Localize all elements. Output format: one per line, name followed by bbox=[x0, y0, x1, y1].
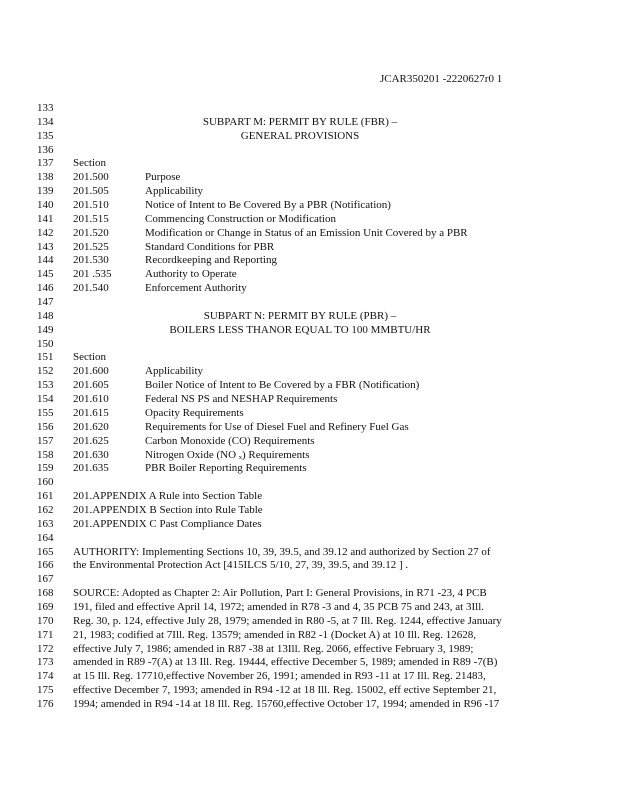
text-line: 201.APPENDIX B Section into Rule Table bbox=[73, 503, 263, 516]
line-number: 169 bbox=[37, 600, 54, 613]
line-number: 143 bbox=[37, 240, 54, 253]
line-number: 164 bbox=[37, 531, 54, 544]
line-number: 150 bbox=[37, 337, 54, 350]
text-line: 201.APPENDIX C Past Compliance Dates bbox=[73, 517, 262, 530]
section-title: Enforcement Authority bbox=[145, 282, 247, 295]
text-line: Reg. 30, p. 124, effective July 28, 1979; amended in R80 -5, at 7 Ill. Reg. 1244, effective January bbox=[73, 614, 502, 627]
text-line: Section bbox=[73, 351, 106, 364]
section-title: Nitrogen Oxide (NO ₓ) Requirements bbox=[145, 448, 310, 461]
document-line bbox=[0, 461, 618, 475]
page-header: JCAR350201 -2220627r0 1 bbox=[380, 73, 503, 85]
line-number: 145 bbox=[37, 268, 54, 281]
section-number: 201.505 bbox=[73, 185, 109, 198]
line-number: 162 bbox=[37, 503, 54, 516]
document-line bbox=[0, 669, 618, 683]
document-line bbox=[0, 309, 618, 323]
section-number: 201.630 bbox=[73, 448, 109, 461]
line-number: 134 bbox=[37, 115, 54, 128]
line-number: 142 bbox=[37, 226, 54, 239]
line-number: 149 bbox=[37, 323, 54, 336]
line-number: 170 bbox=[37, 614, 54, 627]
line-number: 137 bbox=[37, 157, 54, 170]
document-line bbox=[0, 614, 618, 628]
document-line bbox=[0, 475, 618, 489]
document-line bbox=[0, 558, 618, 572]
text-line: 1994; amended in R94 -14 at 18 Ill. Reg. 15760,effective October 17, 1994; amended in R96 -17 bbox=[73, 697, 500, 710]
document-line bbox=[0, 184, 618, 198]
text-line: amended in R89 -7(A) at 13 Ill. Reg. 19444, effective December 5, 1989; amended in R89 -7(B) bbox=[73, 656, 498, 669]
line-number: 136 bbox=[37, 143, 54, 156]
section-number: 201.625 bbox=[73, 434, 109, 447]
document-line bbox=[0, 129, 618, 143]
text-line: 21, 1983; codified at 7Ill. Reg. 13579; amended in R82 -1 (Docket A) at 10 Ill. Reg. 12628, bbox=[73, 628, 476, 641]
text-line: at 15 Ill. Reg. 17710,effective November 26, 1991; amended in R93 -11 at 17 Ill. Reg. 21483, bbox=[73, 670, 486, 683]
document-line bbox=[0, 156, 618, 170]
section-title: Commencing Construction or Modification bbox=[145, 212, 336, 225]
document-line bbox=[0, 420, 618, 434]
document-line bbox=[0, 683, 618, 697]
line-number: 161 bbox=[37, 490, 54, 503]
line-number: 157 bbox=[37, 434, 54, 447]
line-number: 156 bbox=[37, 420, 54, 433]
document-line bbox=[0, 517, 618, 531]
document-line bbox=[0, 115, 618, 129]
line-number: 135 bbox=[37, 129, 54, 142]
document-line bbox=[0, 392, 618, 406]
section-title: Boiler Notice of Intent to Be Covered by a FBR (Notification) bbox=[145, 379, 420, 392]
document-line bbox=[0, 434, 618, 448]
document-line bbox=[0, 101, 618, 115]
document-line bbox=[0, 697, 618, 711]
section-title: Requirements for Use of Diesel Fuel and Refinery Fuel Gas bbox=[145, 420, 409, 433]
line-number: 152 bbox=[37, 365, 54, 378]
document-line bbox=[0, 628, 618, 642]
document-line bbox=[0, 240, 618, 254]
line-number: 176 bbox=[37, 697, 54, 710]
document-line bbox=[0, 655, 618, 669]
document-line bbox=[0, 489, 618, 503]
line-number: 175 bbox=[37, 684, 54, 697]
subpart-heading: SUBPART N: PERMIT BY RULE (PBR) – bbox=[203, 309, 397, 322]
line-number: 154 bbox=[37, 393, 54, 406]
line-number: 148 bbox=[37, 309, 54, 322]
document-line bbox=[0, 295, 618, 309]
section-number: 201.610 bbox=[73, 393, 109, 406]
line-number: 147 bbox=[37, 296, 54, 309]
document-line bbox=[0, 253, 618, 267]
text-line: 201.APPENDIX A Rule into Section Table bbox=[73, 490, 263, 503]
section-number: 201.540 bbox=[73, 282, 109, 295]
line-number: 153 bbox=[37, 379, 54, 392]
section-number: 201.635 bbox=[73, 462, 109, 475]
section-title: Modification or Change in Status of an Emission Unit Covered by a PBR bbox=[145, 226, 468, 239]
section-number: 201.510 bbox=[73, 199, 109, 212]
subpart-heading: SUBPART M: PERMIT BY RULE (FBR) – bbox=[202, 115, 398, 128]
document-line bbox=[0, 600, 618, 614]
document-line bbox=[0, 281, 618, 295]
document-line bbox=[0, 226, 618, 240]
line-number: 158 bbox=[37, 448, 54, 461]
document-line bbox=[0, 143, 618, 157]
section-title: Federal NS PS and NESHAP Requirements bbox=[145, 393, 338, 406]
section-number: 201.530 bbox=[73, 254, 109, 267]
document-line bbox=[0, 323, 618, 337]
line-number: 141 bbox=[37, 212, 54, 225]
document-line bbox=[0, 350, 618, 364]
section-title: Applicability bbox=[145, 185, 204, 198]
document-line bbox=[0, 545, 618, 559]
text-line: effective December 7, 1993; amended in R94 -12 at 18 Ill. Reg. 15002, eff ective September 21, bbox=[73, 684, 497, 697]
section-number: 201.520 bbox=[73, 226, 109, 239]
section-title: Carbon Monoxide (CO) Requirements bbox=[145, 434, 315, 447]
line-number: 174 bbox=[37, 670, 54, 683]
line-number: 140 bbox=[37, 199, 54, 212]
document-line bbox=[0, 572, 618, 586]
line-number: 144 bbox=[37, 254, 54, 267]
subpart-heading: GENERAL PROVISIONS bbox=[240, 129, 360, 142]
line-number: 146 bbox=[37, 282, 54, 295]
line-number: 172 bbox=[37, 642, 54, 655]
section-number: 201.615 bbox=[73, 406, 109, 419]
line-number: 159 bbox=[37, 462, 54, 475]
line-number: 171 bbox=[37, 628, 54, 641]
line-number: 160 bbox=[37, 476, 54, 489]
line-number: 167 bbox=[37, 573, 54, 586]
section-title: Authority to Operate bbox=[145, 268, 237, 281]
line-number: 133 bbox=[37, 102, 54, 114]
line-number: 165 bbox=[37, 545, 54, 558]
text-line: effective July 7, 1986; amended in R87 -38 at 13Ill. Reg. 2066, effective February 3, 1989; bbox=[73, 642, 474, 655]
section-number: 201.500 bbox=[73, 171, 109, 184]
section-number: 201.605 bbox=[73, 379, 109, 392]
line-number: 151 bbox=[37, 351, 54, 364]
document-line bbox=[0, 267, 618, 281]
document-line bbox=[0, 212, 618, 226]
section-number: 201.525 bbox=[73, 240, 109, 253]
section-title: Purpose bbox=[145, 171, 181, 184]
document-line bbox=[0, 337, 618, 351]
section-number: 201.600 bbox=[73, 365, 109, 378]
section-number: 201 .535 bbox=[73, 268, 112, 281]
document-line bbox=[0, 378, 618, 392]
document-line bbox=[0, 503, 618, 517]
document-line bbox=[0, 448, 618, 462]
subpart-heading: BOILERS LESS THANOR EQUAL TO 100 MMBTU/HR bbox=[169, 323, 431, 336]
text-line: 191, filed and effective April 14, 1972; amended in R78 -3 and 4, 35 PCB 75 and 243, at 3Ill. bbox=[73, 600, 485, 613]
text-line: the Environmental Protection Act [415ILCS 5/10, 27, 39, 39.5, and 39.12 ] . bbox=[73, 559, 409, 572]
section-number: 201.515 bbox=[73, 212, 109, 225]
line-number: 173 bbox=[37, 656, 54, 669]
section-title: Opacity Requirements bbox=[145, 406, 244, 419]
document-line bbox=[0, 170, 618, 184]
document-line bbox=[0, 586, 618, 600]
text-line: AUTHORITY: Implementing Sections 10, 39, 39.5, and 39.12 and authorized by Section 27 of bbox=[73, 545, 491, 558]
line-number: 138 bbox=[37, 171, 54, 184]
section-title: Recordkeeping and Reporting bbox=[145, 254, 277, 267]
section-title: Applicability bbox=[145, 365, 204, 378]
document-line bbox=[0, 198, 618, 212]
section-title: PBR Boiler Reporting Requirements bbox=[145, 462, 307, 475]
document-line bbox=[0, 531, 618, 545]
section-title: Notice of Intent to Be Covered By a PBR (Notification) bbox=[145, 199, 391, 212]
document-line bbox=[0, 406, 618, 420]
line-number: 155 bbox=[37, 406, 54, 419]
text-line: Section bbox=[73, 157, 106, 170]
section-number: 201.620 bbox=[73, 420, 109, 433]
section-title: Standard Conditions for PBR bbox=[145, 240, 275, 253]
line-number: 163 bbox=[37, 517, 54, 530]
line-number: 166 bbox=[37, 559, 54, 572]
line-number: 139 bbox=[37, 185, 54, 198]
document-line bbox=[0, 364, 618, 378]
document-line bbox=[0, 642, 618, 656]
text-line: SOURCE: Adopted as Chapter 2: Air Pollution, Part I: General Provisions, in R71 -23, 4 PCB bbox=[73, 587, 487, 600]
line-number: 168 bbox=[37, 587, 54, 600]
